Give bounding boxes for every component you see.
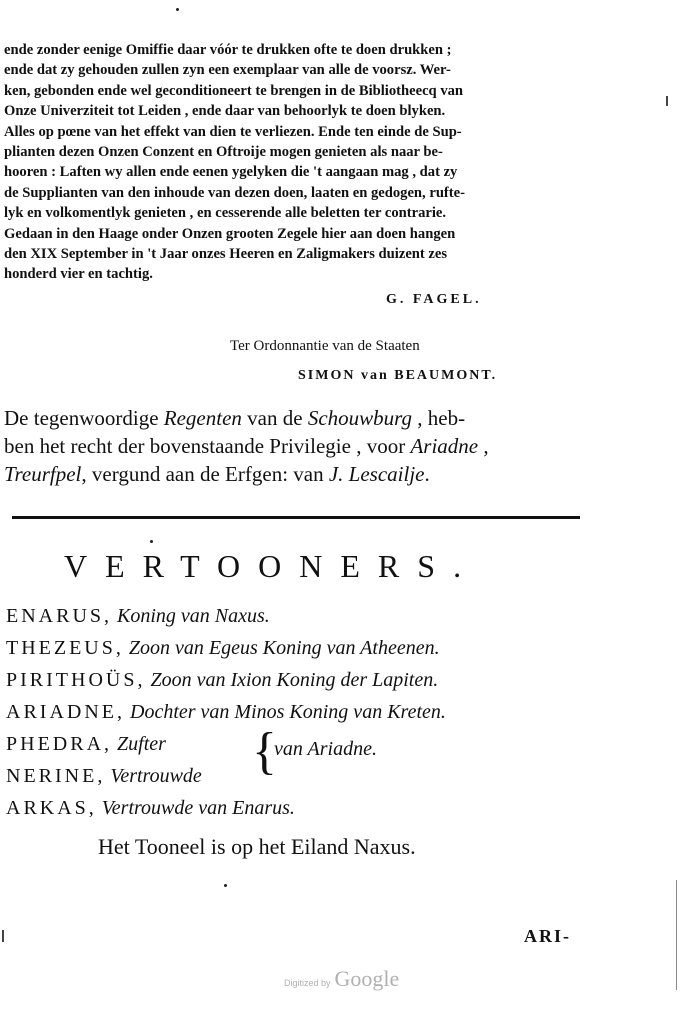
text-run: , heb- [412, 406, 466, 430]
text-run: J. Lescailje [328, 462, 425, 486]
text-run: van de [241, 406, 308, 430]
character-name: PHEDRA, [6, 733, 113, 755]
text-line: ende zonder eenige Omiffie daar vóór te drukken ofte te doen drukken ; [4, 42, 452, 58]
text-line: plianten dezen Onzen Conzent en Oftroije mogen genieten als naar be- [4, 144, 443, 161]
scan-edge-mark [2, 930, 4, 942]
catchword: ARI- [524, 926, 571, 946]
character-description: Koning van Naxus. [117, 605, 270, 627]
cast-entry [6, 632, 446, 664]
character-description: Zufter [117, 733, 166, 755]
character-name: ARKAS, [6, 797, 97, 819]
character-description: Zoon van Ixion Koning der Lapiten. [150, 669, 439, 691]
text-run: , [478, 434, 489, 458]
text-run: . [424, 462, 430, 486]
cast-list [6, 600, 446, 824]
character-description: Vertrouwde van Enarus. [101, 797, 295, 819]
curly-brace: { [252, 723, 277, 780]
cast-entry [6, 600, 446, 632]
text-run: Ariadne [410, 434, 479, 458]
paragraph-line [4, 432, 580, 460]
paragraph-line [4, 404, 580, 432]
text-line: Alles op pœne van het effekt van dien te verliezen. Ende ten einde de Sup- [4, 123, 462, 140]
brace-label: van Ariadne. [274, 738, 377, 760]
character-name: THEZEUS, [6, 637, 124, 659]
text-line: den XIX September in 't Jaar onzes Heeren en Zaligmakers duizent zes [4, 246, 448, 263]
text-line: lyk en volkomentlyk genieten , en cesserende alle beletten ter contrarie. [4, 205, 447, 222]
watermark-logo: Google [334, 966, 400, 991]
text-line: ende dat zy gehouden zullen zyn een exemplaar van alle de voorsz. Wer- [4, 62, 451, 79]
character-description: Dochter van Minos Koning van Kreten. [130, 701, 446, 723]
privilege-transfer-paragraph [4, 404, 580, 488]
cast-heading: VERTOONERS. [64, 548, 480, 584]
text-run: Schouwburg [307, 406, 413, 430]
signature: G. FAGEL. [386, 292, 482, 307]
cast-entry [6, 696, 446, 728]
digitization-watermark [284, 966, 399, 992]
character-name: PIRITHOÜS, [6, 669, 146, 691]
text-run: Treurfpel [4, 462, 82, 486]
cast-entry [6, 792, 446, 824]
ink-speck [150, 540, 153, 543]
scene-setting: Het Tooneel is op het Eiland Naxus. [98, 834, 416, 859]
character-name: ARIADNE, [6, 701, 125, 723]
text-run: Regenten [163, 406, 242, 430]
privilege-text [4, 40, 580, 285]
ink-speck [224, 884, 227, 887]
character-name: NERINE, [6, 765, 106, 787]
text-run: , vergund aan de Erfgen: van [81, 462, 329, 486]
cast-entry [6, 728, 446, 760]
text-line: hooren : Laften wy allen ende eenen ygelyken die 't aangaan mag , dat zy [4, 164, 458, 181]
character-description: Zoon van Egeus Koning van Atheenen. [128, 637, 440, 659]
cast-entry [6, 760, 446, 792]
ink-speck [176, 8, 179, 11]
paragraph-line [4, 460, 580, 488]
text-line: ken, gebonden ende wel geconditioneert te brengen in de Bibliotheecq van [4, 82, 464, 99]
ordonnantie-line: Ter Ordonnantie van de Staaten [230, 338, 420, 354]
text-line: Onze Univerziteit tot Leiden , ende daar van behoorlyk te doen blyken. [4, 103, 446, 120]
text-line: de Supplianten van den inhoude van dezen doen, laaten en gedogen, rufte- [4, 184, 465, 201]
text-run: ben het recht der bovenstaande Privilegie , voor [4, 434, 411, 458]
watermark-prefix: Digitized by [284, 978, 331, 988]
scan-edge-mark [666, 96, 668, 106]
character-name: ENARUS, [6, 605, 113, 627]
character-description: Vertrouwde [110, 765, 202, 787]
text-line: Gedaan in den Haage onder Onzen grooten Zegele hier aan doen hangen [4, 225, 456, 242]
section-divider [12, 516, 580, 519]
text-line: honderd vier en tachtig. [4, 266, 153, 283]
text-run: De tegenwoordige [4, 406, 164, 430]
scan-edge-mark [676, 880, 677, 990]
secretary-signature: SIMON van BEAUMONT. [298, 368, 498, 383]
cast-entry [6, 664, 446, 696]
